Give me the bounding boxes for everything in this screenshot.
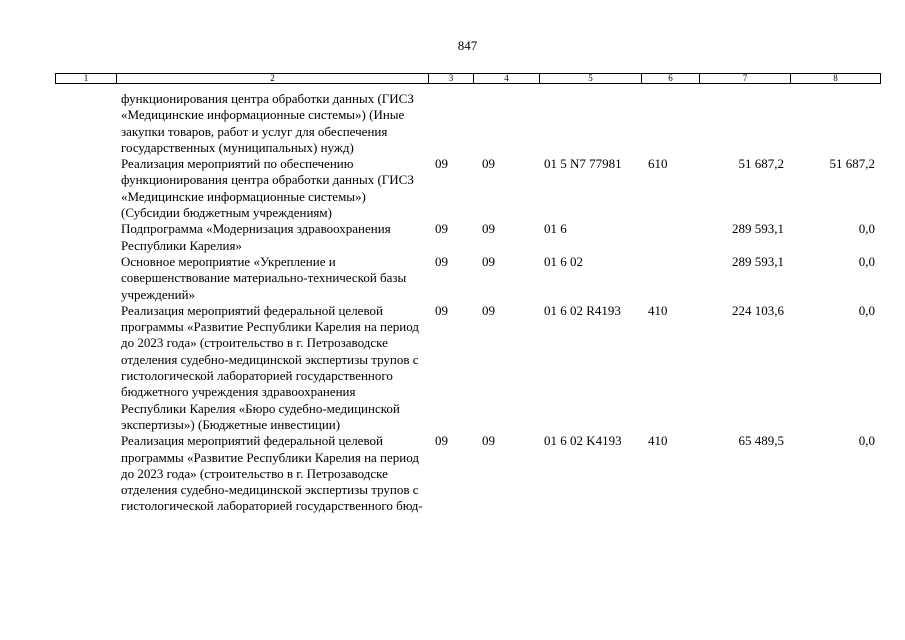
budget-table-body xyxy=(55,91,880,515)
amount-column-7: 65 489,5 xyxy=(738,433,784,449)
subsection-code: 09 xyxy=(482,302,495,318)
section-code: 09 xyxy=(435,302,448,318)
table-row xyxy=(55,254,880,303)
subsection-code: 09 xyxy=(482,221,495,237)
table-row xyxy=(55,221,880,254)
table-row xyxy=(55,91,880,156)
target-article-code: 01 6 02 K4193 xyxy=(544,433,622,449)
amount-column-8: 0,0 xyxy=(858,302,875,318)
target-article-code: 01 6 xyxy=(544,221,567,237)
row-description: Подпрограмма «Модернизация здравоохранения Республики Карелия» xyxy=(121,221,391,253)
amount-column-7: 224 103,6 xyxy=(732,302,784,318)
page-number: 847 xyxy=(457,38,478,53)
amount-column-8: 0,0 xyxy=(858,221,875,237)
amount-column-8: 0,0 xyxy=(858,253,875,269)
column-number-5: 5 xyxy=(540,74,642,84)
table-row xyxy=(55,303,880,433)
column-number-2: 2 xyxy=(117,74,429,84)
section-code: 09 xyxy=(435,433,448,449)
target-article-code: 01 6 02 xyxy=(544,253,583,269)
row-description: функционирования центра обработки данных (ГИСЗ «Медицинские информационные системы») (Иные закупки товаров, работ и услуг для обеспечения государственных (муниципальных) нужд) xyxy=(121,91,414,155)
table-row xyxy=(55,433,880,514)
target-article-code: 01 6 02 R4193 xyxy=(544,302,621,318)
column-number-8: 8 xyxy=(791,74,881,84)
expense-type-code: 610 xyxy=(648,156,668,172)
target-article-code: 01 5 N7 77981 xyxy=(544,156,622,172)
subsection-code: 09 xyxy=(482,433,495,449)
section-code: 09 xyxy=(435,156,448,172)
table-row xyxy=(55,156,880,221)
row-description: Реализация мероприятий федеральной целевой программы «Развитие Республики Карелия на период до 2023 года» (строительство в г. Петрозаводске отделения судебно-медицинской экспертизы трупов с гистологической лабораторией государственного бюджетного учреждения здравоохранения Республики Карелия «Бюро судебно-медицинской экспертизы») (Бюджетные инвестиции) xyxy=(121,302,419,432)
expense-type-code: 410 xyxy=(648,433,668,449)
amount-column-8: 51 687,2 xyxy=(829,156,875,172)
amount-column-8: 0,0 xyxy=(858,433,875,449)
row-description: Основное мероприятие «Укрепление и совершенствование материально-технической базы учреждений» xyxy=(121,253,407,302)
column-number-4: 4 xyxy=(474,74,540,84)
subsection-code: 09 xyxy=(482,156,495,172)
row-description: Реализация мероприятий федеральной целевой программы «Развитие Республики Карелия на период до 2023 года» (строительство в г. Петрозаводске отделения судебно-медицинской экспертизы трупов с гистологической лабораторией государственного бюд- xyxy=(121,433,423,514)
section-code: 09 xyxy=(435,253,448,269)
expense-type-code: 410 xyxy=(648,302,668,318)
amount-column-7: 51 687,2 xyxy=(738,156,784,172)
column-number-7: 7 xyxy=(700,74,791,84)
row-description: Реализация мероприятий по обеспечению функционирования центра обработки данных (ГИСЗ «Медицинские информационные системы») (Субсидии бюджетным учреждениям) xyxy=(121,156,414,221)
amount-column-7: 289 593,1 xyxy=(732,253,784,269)
column-number-1: 1 xyxy=(56,74,117,84)
column-header-row xyxy=(55,73,881,84)
column-number-6: 6 xyxy=(642,74,700,84)
subsection-code: 09 xyxy=(482,253,495,269)
section-code: 09 xyxy=(435,221,448,237)
column-number-3: 3 xyxy=(429,74,474,84)
amount-column-7: 289 593,1 xyxy=(732,221,784,237)
